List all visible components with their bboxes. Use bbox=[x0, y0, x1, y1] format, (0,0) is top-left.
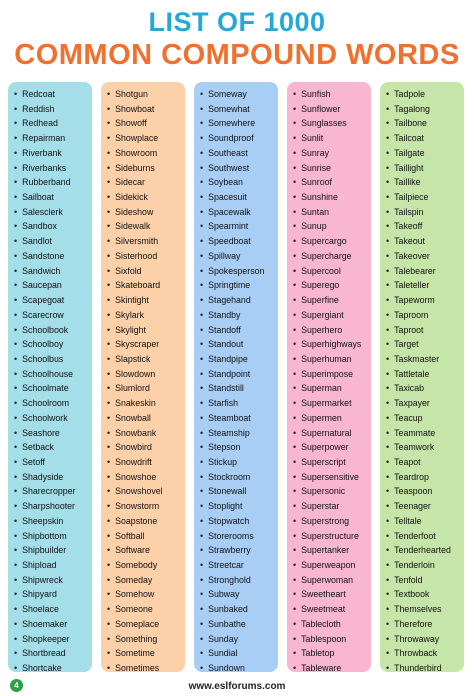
word-item: • Superstructure bbox=[293, 529, 371, 544]
word-item: • Spacesuit bbox=[200, 190, 278, 205]
word-item: • Sunday bbox=[200, 632, 278, 647]
word-columns bbox=[8, 82, 466, 672]
word-item: • Steamship bbox=[200, 426, 278, 441]
word-item: • Tailgate bbox=[386, 146, 464, 161]
word-item: • Sidewalk bbox=[107, 219, 185, 234]
word-item: • Supermen bbox=[293, 411, 371, 426]
word-item: • Sandlot bbox=[14, 234, 92, 249]
word-item: • Sideburns bbox=[107, 161, 185, 176]
word-item: • Softball bbox=[107, 529, 185, 544]
word-item: • Snowball bbox=[107, 411, 185, 426]
word-item: • Shortbread bbox=[14, 646, 92, 661]
word-item: • Stickup bbox=[200, 455, 278, 470]
word-item: • Supercool bbox=[293, 264, 371, 279]
word-item: • Snowshoe bbox=[107, 470, 185, 485]
word-item: • Southwest bbox=[200, 161, 278, 176]
word-item: • Skyscraper bbox=[107, 337, 185, 352]
word-item: • Steamboat bbox=[200, 411, 278, 426]
word-item: • Shipload bbox=[14, 558, 92, 573]
word-item: • Teardrop bbox=[386, 470, 464, 485]
word-item: • Shoemaker bbox=[14, 617, 92, 632]
word-item: • Sunbaked bbox=[200, 602, 278, 617]
word-item: • Snowdrift bbox=[107, 455, 185, 470]
word-item: • Sundown bbox=[200, 661, 278, 676]
word-item: • Superweapon bbox=[293, 558, 371, 573]
word-item: • Throwaway bbox=[386, 632, 464, 647]
word-item: • Textbook bbox=[386, 587, 464, 602]
word-item: • Streetcar bbox=[200, 558, 278, 573]
word-item: • Someday bbox=[107, 573, 185, 588]
word-item: • Superpower bbox=[293, 440, 371, 455]
word-item: • Tablespoon bbox=[293, 632, 371, 647]
word-item: • Strawberry bbox=[200, 543, 278, 558]
word-list bbox=[8, 82, 92, 676]
word-item: • Tattletale bbox=[386, 367, 464, 382]
word-item: • Silversmith bbox=[107, 234, 185, 249]
word-item: • Sailboat bbox=[14, 190, 92, 205]
word-item: • Supertanker bbox=[293, 543, 371, 558]
word-item: • Talebearer bbox=[386, 264, 464, 279]
word-item: • Shadyside bbox=[14, 470, 92, 485]
word-item: • Standpoint bbox=[200, 367, 278, 382]
word-item: • Starfish bbox=[200, 396, 278, 411]
word-item: • Teammate bbox=[386, 426, 464, 441]
word-item: • Southeast bbox=[200, 146, 278, 161]
word-item: • Snowstorm bbox=[107, 499, 185, 514]
word-item: • Somebody bbox=[107, 558, 185, 573]
word-item: • Spearmint bbox=[200, 219, 278, 234]
word-item: • Sweetheart bbox=[293, 587, 371, 602]
word-item: • Superstar bbox=[293, 499, 371, 514]
word-item: • Setoff bbox=[14, 455, 92, 470]
word-item: • Supersonic bbox=[293, 484, 371, 499]
word-item: • Snowbird bbox=[107, 440, 185, 455]
word-item: • Supercharge bbox=[293, 249, 371, 264]
word-item: • Someway bbox=[200, 87, 278, 102]
word-item: • Stronghold bbox=[200, 573, 278, 588]
word-item: • Skintight bbox=[107, 293, 185, 308]
word-column-3 bbox=[194, 82, 278, 672]
word-list bbox=[101, 82, 185, 676]
word-item: • Tabletop bbox=[293, 646, 371, 661]
word-item: • Sunroof bbox=[293, 175, 371, 190]
word-item: • Sometime bbox=[107, 646, 185, 661]
word-item: • Superfine bbox=[293, 293, 371, 308]
word-item: • Sharpshooter bbox=[14, 499, 92, 514]
word-item: • Tenderfoot bbox=[386, 529, 464, 544]
word-item: • Standby bbox=[200, 308, 278, 323]
word-item: • Tadpole bbox=[386, 87, 464, 102]
word-item: • Stockroom bbox=[200, 470, 278, 485]
word-item: • Supernatural bbox=[293, 426, 371, 441]
word-item: • Tenderloin bbox=[386, 558, 464, 573]
word-item: • Stepson bbox=[200, 440, 278, 455]
word-item: • Sandbox bbox=[14, 219, 92, 234]
word-item: • Setback bbox=[14, 440, 92, 455]
word-item: • Repairman bbox=[14, 131, 92, 146]
word-column-2 bbox=[101, 82, 185, 672]
word-item: • Supermarket bbox=[293, 396, 371, 411]
word-item: • Schoolroom bbox=[14, 396, 92, 411]
word-item: • Spillway bbox=[200, 249, 278, 264]
word-item: • Supercargo bbox=[293, 234, 371, 249]
word-item: • Skateboard bbox=[107, 278, 185, 293]
footer-url: www.eslforums.com bbox=[188, 681, 286, 692]
word-item: • Sunflower bbox=[293, 102, 371, 117]
word-item: • Storerooms bbox=[200, 529, 278, 544]
word-item: • Taleteller bbox=[386, 278, 464, 293]
word-item: • Salesclerk bbox=[14, 205, 92, 220]
word-item: • Takeover bbox=[386, 249, 464, 264]
word-item: • Sandstone bbox=[14, 249, 92, 264]
word-item: • Soundproof bbox=[200, 131, 278, 146]
word-item: • Standoff bbox=[200, 323, 278, 338]
word-item: • Saucepan bbox=[14, 278, 92, 293]
word-item: • Shipbuilder bbox=[14, 543, 92, 558]
word-item: • Teaspoon bbox=[386, 484, 464, 499]
word-item: • Riverbanks bbox=[14, 161, 92, 176]
word-item: • Snowshovel bbox=[107, 484, 185, 499]
word-item: • Tenderhearted bbox=[386, 543, 464, 558]
word-item: • Stopwatch bbox=[200, 514, 278, 529]
word-item: • Showboat bbox=[107, 102, 185, 117]
word-column-1 bbox=[8, 82, 92, 672]
word-item: • Reddish bbox=[14, 102, 92, 117]
word-item: • Slowdown bbox=[107, 367, 185, 382]
word-item: • Sideshow bbox=[107, 205, 185, 220]
word-item: • Tailspin bbox=[386, 205, 464, 220]
word-item: • Superhuman bbox=[293, 352, 371, 367]
word-item: • Teenager bbox=[386, 499, 464, 514]
word-item: • Superman bbox=[293, 381, 371, 396]
word-column-5 bbox=[380, 82, 464, 672]
word-item: • Superego bbox=[293, 278, 371, 293]
word-item: • Schoolbus bbox=[14, 352, 92, 367]
word-item: • Taproom bbox=[386, 308, 464, 323]
word-item: • Themselves bbox=[386, 602, 464, 617]
word-item: • Riverbank bbox=[14, 146, 92, 161]
word-item: • Slapstick bbox=[107, 352, 185, 367]
word-item: • Tailbone bbox=[386, 116, 464, 131]
word-item: • Speedboat bbox=[200, 234, 278, 249]
word-item: • Shotgun bbox=[107, 87, 185, 102]
title-line-2: COMMON COMPOUND WORDS bbox=[14, 39, 460, 71]
word-item: • Springtime bbox=[200, 278, 278, 293]
word-item: • Tablecloth bbox=[293, 617, 371, 632]
word-item: • Suntan bbox=[293, 205, 371, 220]
word-item: • Sidekick bbox=[107, 190, 185, 205]
word-item: • Stonewall bbox=[200, 484, 278, 499]
word-item: • Tapeworm bbox=[386, 293, 464, 308]
word-item: • Sunup bbox=[293, 219, 371, 234]
word-item: • Someplace bbox=[107, 617, 185, 632]
title-line-1: LIST OF 1000 bbox=[148, 7, 326, 37]
word-item: • Shopkeeper bbox=[14, 632, 92, 647]
word-item: • Soapstone bbox=[107, 514, 185, 529]
word-item: • Showplace bbox=[107, 131, 185, 146]
word-item: • Sunrise bbox=[293, 161, 371, 176]
word-item: • Sunlit bbox=[293, 131, 371, 146]
word-item: • Somehow bbox=[107, 587, 185, 602]
word-item: • Tailpiece bbox=[386, 190, 464, 205]
word-item: • Sunshine bbox=[293, 190, 371, 205]
word-item: • Skylight bbox=[107, 323, 185, 338]
word-item: • Slumlord bbox=[107, 381, 185, 396]
word-item: • Schoolmate bbox=[14, 381, 92, 396]
word-item: • Takeoff bbox=[386, 219, 464, 234]
word-item: • Standpipe bbox=[200, 352, 278, 367]
word-item: • Shipwreck bbox=[14, 573, 92, 588]
word-item: • Superscript bbox=[293, 455, 371, 470]
word-item: • Shoelace bbox=[14, 602, 92, 617]
word-column-4 bbox=[287, 82, 371, 672]
word-item: • Target bbox=[386, 337, 464, 352]
word-item: • Sundial bbox=[200, 646, 278, 661]
word-item: • Sweetmeat bbox=[293, 602, 371, 617]
word-list bbox=[380, 82, 464, 676]
word-item: • Throwback bbox=[386, 646, 464, 661]
word-item: • Sidecar bbox=[107, 175, 185, 190]
word-item: • Taxicab bbox=[386, 381, 464, 396]
word-item: • Rubberband bbox=[14, 175, 92, 190]
word-item: • Snowbank bbox=[107, 426, 185, 441]
word-item: • Sunbathe bbox=[200, 617, 278, 632]
word-item: • Taxpayer bbox=[386, 396, 464, 411]
word-item: • Redhead bbox=[14, 116, 92, 131]
word-item: • Shipyard bbox=[14, 587, 92, 602]
word-item: • Somewhat bbox=[200, 102, 278, 117]
word-item: • Spacewalk bbox=[200, 205, 278, 220]
word-item: • Teamwork bbox=[386, 440, 464, 455]
word-item: • Standstill bbox=[200, 381, 278, 396]
word-item: • Seashore bbox=[14, 426, 92, 441]
word-item: • Shortcake bbox=[14, 661, 92, 676]
word-item: • Supergiant bbox=[293, 308, 371, 323]
word-item: • Therefore bbox=[386, 617, 464, 632]
word-item: • Superimpose bbox=[293, 367, 371, 382]
word-item: • Showroom bbox=[107, 146, 185, 161]
word-item: • Sunray bbox=[293, 146, 371, 161]
word-list bbox=[194, 82, 278, 676]
word-item: • Taillight bbox=[386, 161, 464, 176]
word-item: • Scapegoat bbox=[14, 293, 92, 308]
word-item: • Sharecropper bbox=[14, 484, 92, 499]
word-item: • Stagehand bbox=[200, 293, 278, 308]
word-item: • Scarecrow bbox=[14, 308, 92, 323]
word-item: • Spokesperson bbox=[200, 264, 278, 279]
word-item: • Schoolboy bbox=[14, 337, 92, 352]
word-item: • Shipbottom bbox=[14, 529, 92, 544]
word-item: • Someone bbox=[107, 602, 185, 617]
word-item: • Something bbox=[107, 632, 185, 647]
word-item: • Superwoman bbox=[293, 573, 371, 588]
word-item: • Sunfish bbox=[293, 87, 371, 102]
word-item: • Tagalong bbox=[386, 102, 464, 117]
word-item: • Somewhere bbox=[200, 116, 278, 131]
word-item: • Sandwich bbox=[14, 264, 92, 279]
word-item: • Superstrong bbox=[293, 514, 371, 529]
word-item: • Subway bbox=[200, 587, 278, 602]
page-number-badge: 4 bbox=[10, 679, 23, 692]
word-item: • Teapot bbox=[386, 455, 464, 470]
word-item: • Tableware bbox=[293, 661, 371, 676]
word-item: • Sheepskin bbox=[14, 514, 92, 529]
word-item: • Skylark bbox=[107, 308, 185, 323]
word-item: • Sometimes bbox=[107, 661, 185, 676]
word-item: • Standout bbox=[200, 337, 278, 352]
word-item: • Redcoat bbox=[14, 87, 92, 102]
word-item: • Sunglasses bbox=[293, 116, 371, 131]
word-item: • Taillike bbox=[386, 175, 464, 190]
word-item: • Software bbox=[107, 543, 185, 558]
word-item: • Supersensitive bbox=[293, 470, 371, 485]
word-item: • Takeout bbox=[386, 234, 464, 249]
word-item: • Schoolhouse bbox=[14, 367, 92, 382]
word-item: • Superhighways bbox=[293, 337, 371, 352]
word-item: • Sixfold bbox=[107, 264, 185, 279]
word-item: • Stoplight bbox=[200, 499, 278, 514]
word-item: • Telltale bbox=[386, 514, 464, 529]
word-item: • Taproot bbox=[386, 323, 464, 338]
word-item: • Soybean bbox=[200, 175, 278, 190]
word-item: • Teacup bbox=[386, 411, 464, 426]
word-item: • Thunderbird bbox=[386, 661, 464, 676]
word-item: • Showoff bbox=[107, 116, 185, 131]
word-item: • Sisterhood bbox=[107, 249, 185, 264]
word-item: • Schoolbook bbox=[14, 323, 92, 338]
word-item: • Tenfold bbox=[386, 573, 464, 588]
word-item: • Tailcoat bbox=[386, 131, 464, 146]
word-list bbox=[287, 82, 371, 676]
word-item: • Schoolwork bbox=[14, 411, 92, 426]
word-item: • Superhero bbox=[293, 323, 371, 338]
word-item: • Snakeskin bbox=[107, 396, 185, 411]
word-item: • Taskmaster bbox=[386, 352, 464, 367]
